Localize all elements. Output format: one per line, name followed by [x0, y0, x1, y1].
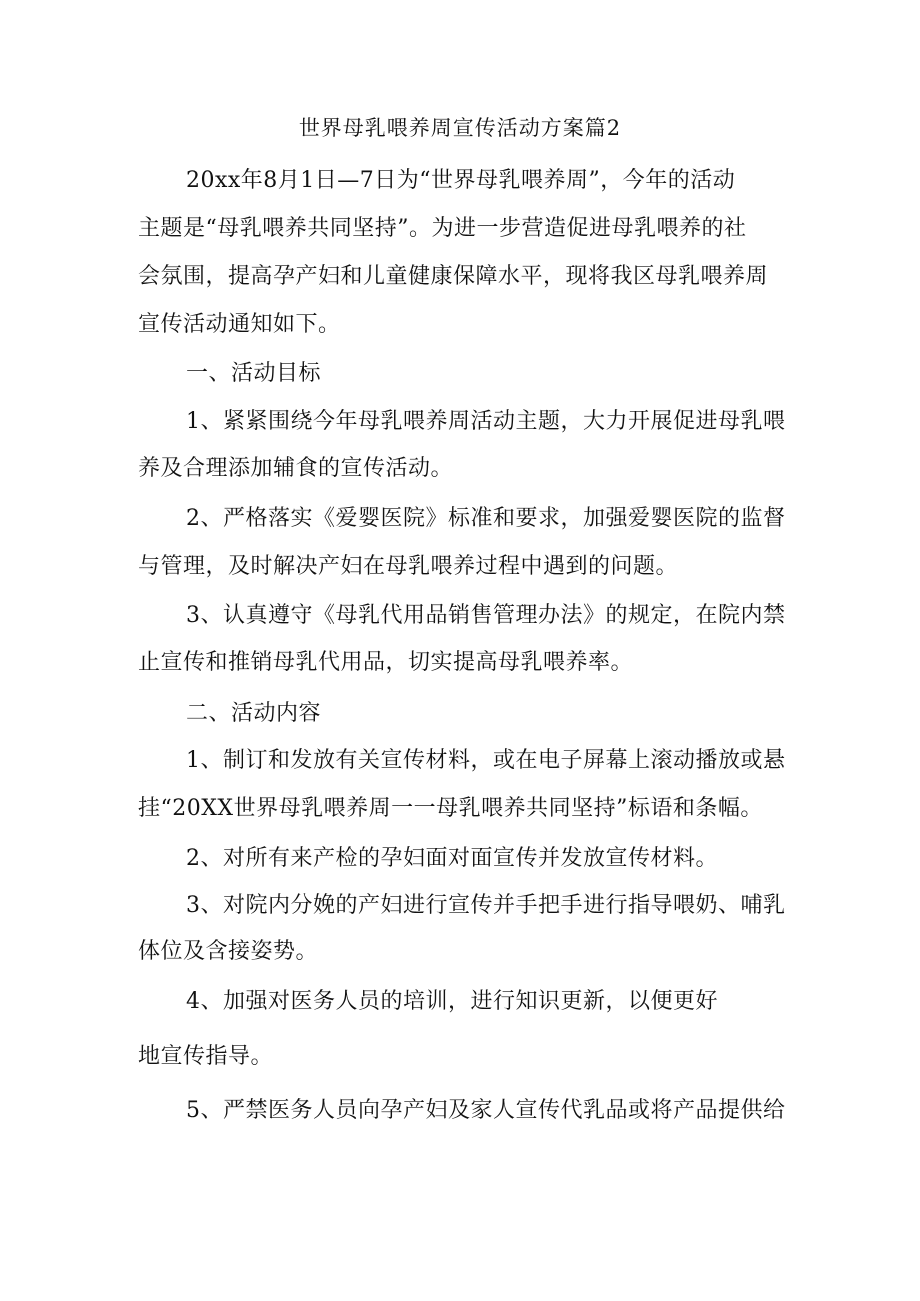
content-item-4-line-1: 4、加强对医务人员的培训，进行知识更新，以便更好 [186, 989, 718, 1014]
content-item-5-line-1: 5、严禁医务人员向孕产妇及家人宣传代乳品或将产品提供给 [186, 1098, 786, 1123]
goal-item-3-line-2: 止宣传和推销母乳代用品，切实提高母乳喂养率。 [138, 650, 634, 675]
content-item-3-line-1: 3、对院内分娩的产妇进行宣传并手把手进行指导喂奶、哺乳 [186, 893, 786, 918]
paragraph-intro-line-3: 会氛围，提高孕产妇和儿童健康保障水平，现将我区母乳喂养周 [138, 264, 769, 289]
section-heading-goals: 一、活动目标 [186, 361, 322, 386]
goal-item-1-line-2: 养及合理添加辅食的宣传活动。 [138, 456, 454, 481]
section-heading-content: 二、活动内容 [186, 701, 322, 726]
goal-item-3-line-1: 3、认真遵守《母乳代用品销售管理办法》的规定，在院内禁 [186, 603, 786, 628]
goal-item-2-line-1: 2、严格落实《爱婴医院》标准和要求，加强爱婴医院的监督 [186, 506, 786, 531]
content-item-2: 2、对所有来产检的孕妇面对面宣传并发放宣传材料。 [186, 846, 718, 871]
content-item-1-line-1: 1、制订和发放有关宣传材料，或在电子屏幕上滚动播放或悬 [186, 748, 786, 773]
paragraph-intro-line-2: 主题是“母乳喂养共同坚持”。为进一步营造促进母乳喂养的社 [138, 216, 747, 241]
goal-item-1-line-1: 1、紧紧围绕今年母乳喂养周活动主题，大力开展促进母乳喂 [186, 409, 786, 434]
document-title: 世界母乳喂养周宣传活动方案篇2 [298, 116, 622, 140]
goal-item-2-line-2: 与管理，及时解决产妇在母乳喂养过程中遇到的问题。 [138, 554, 679, 579]
content-item-4-line-2: 地宣传指导。 [138, 1044, 274, 1069]
paragraph-intro-line-4: 宣传活动通知如下。 [138, 312, 341, 337]
content-item-3-line-2: 体位及含接姿势。 [138, 939, 319, 964]
content-item-1-line-2: 挂“20XX世界母乳喂养周一一母乳喂养共同坚持”标语和条幅。 [138, 796, 763, 821]
paragraph-intro-line-1: 20xx年8月1日—7日为“世界母乳喂养周”，今年的活动 [186, 168, 736, 193]
